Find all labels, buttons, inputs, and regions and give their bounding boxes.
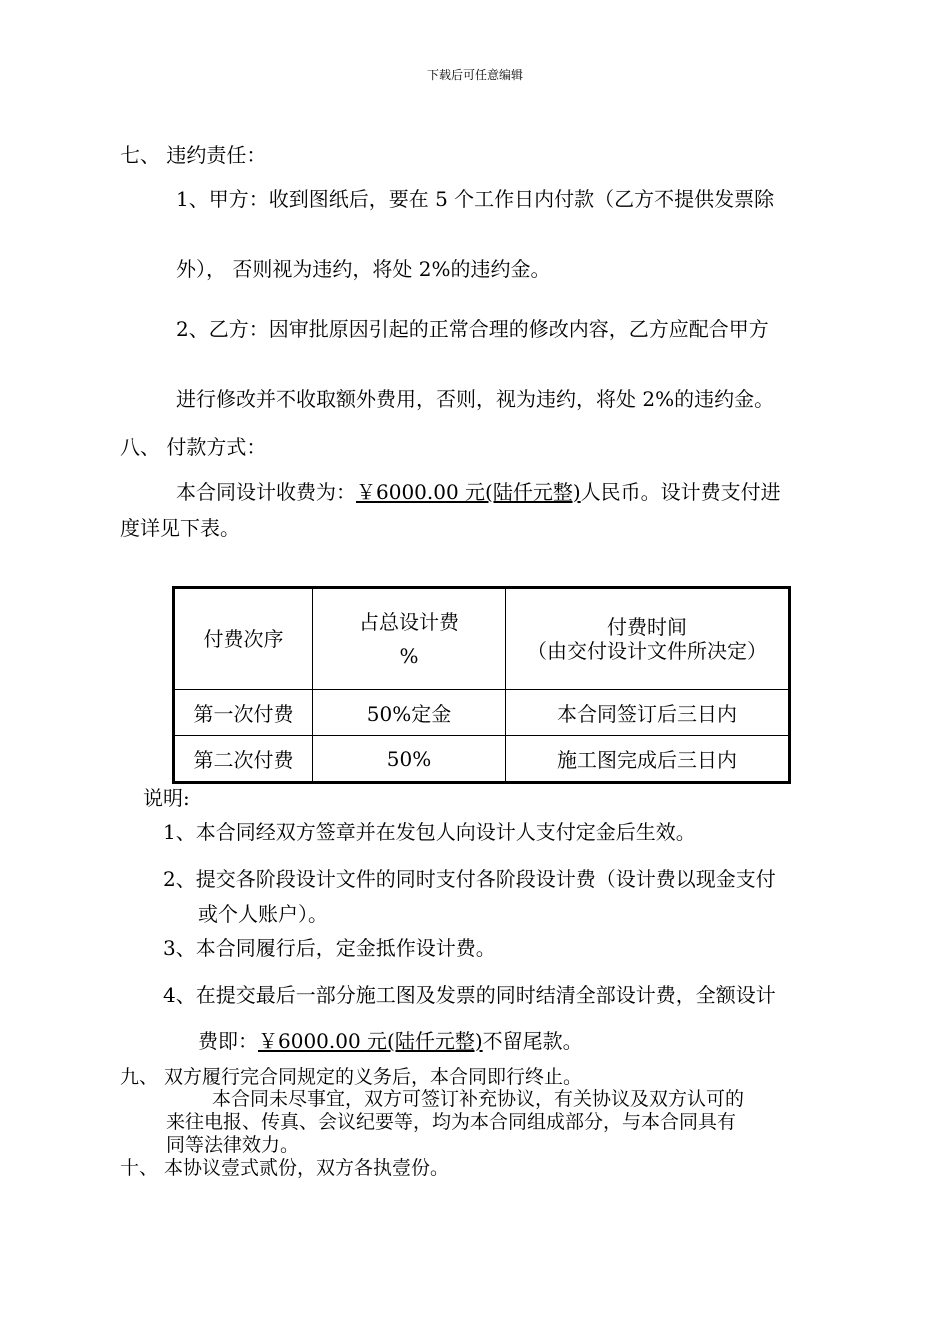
note-2-line-2: 或个人账户）。 [198,902,328,926]
note-2-line-1: 2、提交各阶段设计文件的同时支付各阶段设计费（设计费以现金支付 [163,867,776,891]
table-cell: 50% [313,736,506,783]
table-cell: 50%定金 [313,690,506,736]
note-3: 3、本合同履行后，定金抵作设计费。 [163,936,496,960]
section-10-title: 十、 本协议壹式贰份，双方各执壹份。 [120,1157,450,1179]
section-7-title: 七、 违约责任： [120,143,267,167]
section-8-fee-line-2: 度详见下表。 [120,516,240,540]
section-9-line-1: 本合同未尽事宜，双方可签订补充协议，有关协议及双方认可的 [212,1088,745,1110]
note-4-prefix: 费即： [198,1029,258,1053]
section-9-title: 九、 双方履行完合同规定的义务后，本合同即行终止。 [120,1066,583,1088]
note-4-amount: ￥6000.00 元(陆仟元整) [258,1029,483,1053]
notes-title: 说明: [143,786,190,810]
note-4-suffix: 不留尾款。 [482,1029,583,1053]
table-cell: 第一次付费 [174,690,313,736]
header-percent-line-2: % [399,644,419,668]
header-percent [313,588,506,690]
section-8-title: 八、 付款方式： [120,435,267,459]
note-1: 1、本合同经双方签章并在发包人向设计人支付定金后生效。 [163,820,696,844]
table-header-row [174,588,790,690]
header-order: 付费次序 [174,588,313,690]
table-cell: 本合同签订后三日内 [506,690,790,736]
section-7-clause-2-line-1: 2、乙方：因审批原因引起的正常合理的修改内容，乙方应配合甲方 [176,317,769,341]
section-8-fee-line-1 [176,480,781,504]
header-time [506,588,790,690]
payment-schedule-table [172,586,791,784]
section-7-clause-1-line-2: 外）， 否则视为违约，将处 2%的违约金。 [176,257,551,281]
table-row [174,690,790,736]
table-row [174,736,790,783]
header-percent-line-1: 占总设计费 [359,610,459,634]
section-7-clause-1-line-1: 1、甲方：收到图纸后，要在 5 个工作日内付款（乙方不提供发票除 [176,187,775,211]
header-time-line-1: 付费时间 [607,615,687,639]
note-4-line-2 [198,1029,583,1053]
section-9-line-3: 同等法律效力。 [166,1134,300,1156]
note-4-line-1: 4、在提交最后一部分施工图及发票的同时结清全部设计费，全额设计 [163,983,776,1007]
header-time-line-2: （由交付设计文件所决定） [527,639,767,663]
fee-suffix: 人民币。设计费支付进 [580,480,781,504]
table-cell: 第二次付费 [174,736,313,783]
fee-prefix: 本合同设计收费为： [176,480,356,504]
section-9-line-2: 来往电报、传真、会议纪要等，均为本合同组成部分，与本合同具有 [166,1111,737,1133]
fee-amount: ￥6000.00 元(陆仟元整) [356,480,581,504]
page-header: 下载后可任意编辑 [426,68,523,82]
table-cell: 施工图完成后三日内 [506,736,790,783]
section-7-clause-2-line-2: 进行修改并不收取额外费用，否则，视为违约，将处 2%的违约金。 [176,387,775,411]
